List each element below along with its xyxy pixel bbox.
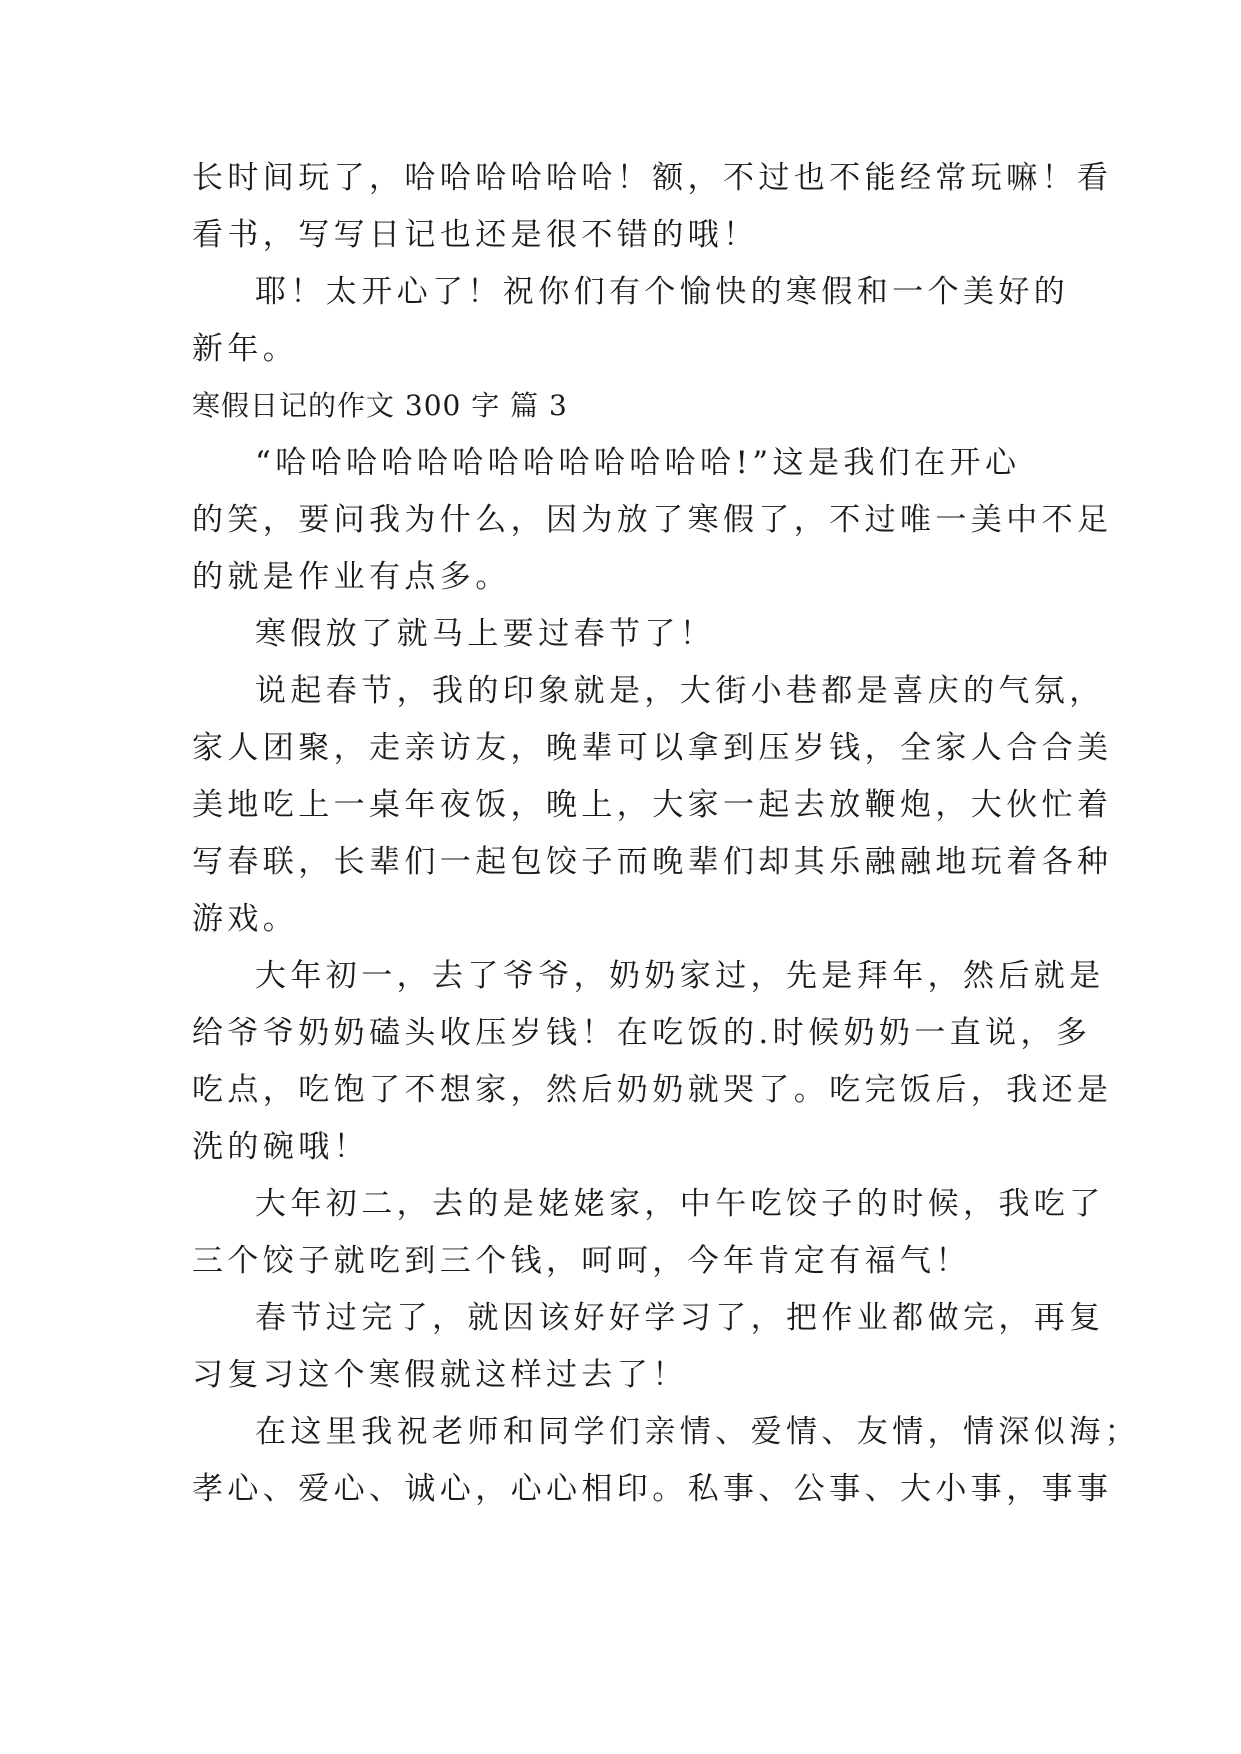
text-line: 三个饺子就吃到三个钱，呵呵，今年肯定有福气！ [192, 1243, 971, 1279]
text-line: 的笑，要问我为什么，因为放了寒假了，不过唯一美中不足 [192, 502, 1113, 538]
text-line: 习复习这个寒假就这样过去了！ [192, 1357, 688, 1393]
text-line: 给爷爷奶奶磕头收压岁钱！在吃饭的.时候奶奶一直说，多 [192, 1015, 1092, 1051]
text-line: 孝心、爱心、诚心，心心相印。私事、公事、大小事，事事 [192, 1471, 1113, 1507]
text-line: 看书，写写日记也还是很不错的哦！ [192, 217, 759, 253]
text-line: 的就是作业有点多。 [192, 559, 511, 595]
paragraph-start: 春节过完了，就因该好好学习了，把作业都做完，再复 [255, 1300, 1105, 1336]
paragraph-start: 耶！太开心了！祝你们有个愉快的寒假和一个美好的 [255, 274, 1070, 310]
text-line: 游戏。 [192, 901, 299, 937]
paragraph-start: 在这里我祝老师和同学们亲情、爱情、友情，情深似海； [255, 1414, 1140, 1450]
text-line: 美地吃上一桌年夜饭，晚上，大家一起去放鞭炮，大伙忙着 [192, 787, 1113, 823]
text-line: 洗的碗哦！ [192, 1129, 369, 1165]
text-line: 长时间玩了，哈哈哈哈哈哈！额，不过也不能经常玩嘛！看 [192, 160, 1113, 196]
text-line: 吃点，吃饱了不想家，然后奶奶就哭了。吃完饭后，我还是 [192, 1072, 1113, 1108]
section-heading: 寒假日记的作文 300 字 篇 3 [192, 389, 568, 422]
paragraph-start: 寒假放了就马上要过春节了！ [255, 616, 716, 652]
paragraph-start: 说起春节，我的印象就是，大街小巷都是喜庆的气氛， [255, 673, 1105, 709]
paragraph-start: “哈哈哈哈哈哈哈哈哈哈哈哈哈!”这是我们在开心 [255, 445, 1021, 481]
paragraph-start: 大年初一，去了爷爷，奶奶家过，先是拜年，然后就是 [255, 958, 1105, 994]
text-line: 写春联，长辈们一起包饺子而晚辈们却其乐融融地玩着各种 [192, 844, 1113, 880]
text-line: 新年。 [192, 331, 299, 367]
text-line: 家人团聚，走亲访友，晚辈可以拿到压岁钱，全家人合合美 [192, 730, 1113, 766]
paragraph-start: 大年初二，去的是姥姥家，中午吃饺子的时候，我吃了 [255, 1186, 1105, 1222]
